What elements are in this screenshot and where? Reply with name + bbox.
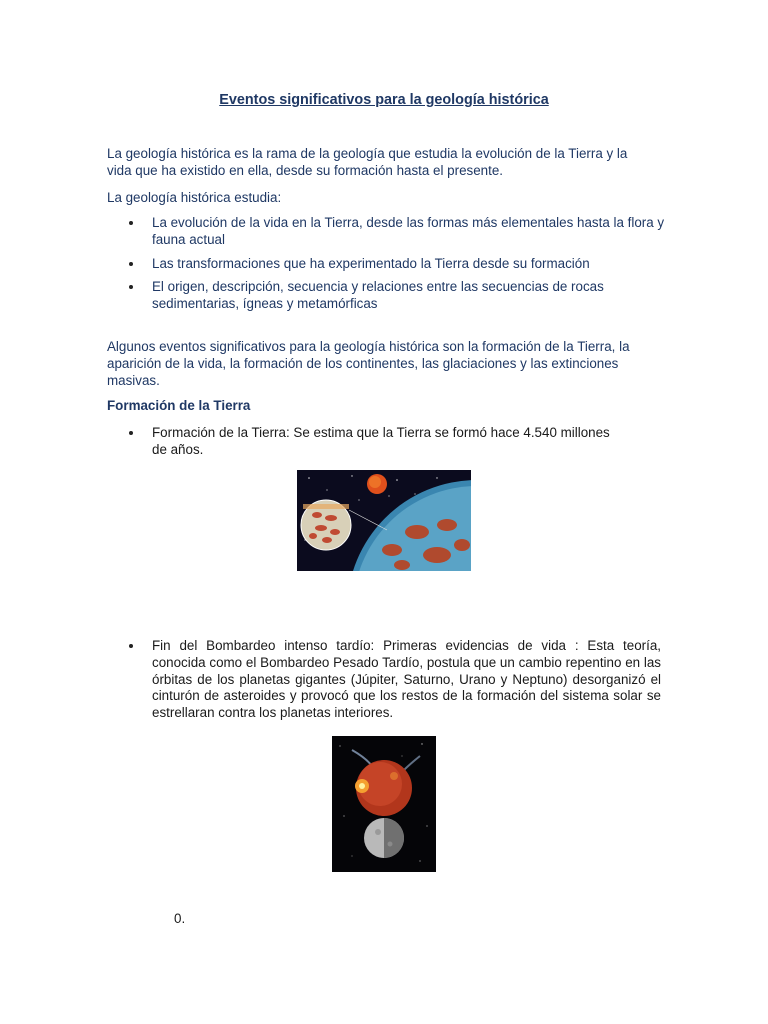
list-item: Formación de la Tierra: Se estima que la Tierra se formó hace 4.540 millones de años.	[107, 425, 622, 459]
bombardment-image	[332, 736, 436, 872]
list-item: El origen, descripción, secuencia y relaciones entre las secuencias de rocas sedimentarias, ígneas y metamórficas	[107, 279, 667, 313]
studies-label: La geología histórica estudia:	[107, 190, 282, 205]
earth-formation-image	[297, 470, 471, 571]
list-number: 0.	[174, 911, 186, 926]
list-item: Las transformaciones que ha experimentado la Tierra desde su formación	[107, 256, 667, 273]
section-heading: Formación de la Tierra	[107, 398, 251, 413]
intro-paragraph: La geología histórica es la rama de la geología que estudia la evolución de la Tierra y la vida que ha existido en ella, desde su formación hasta el presente.	[107, 146, 628, 178]
events-paragraph: Algunos eventos significativos para la geología histórica son la formación de la Tierra, la aparición de la vida, la formación de los continentes, las glaciaciones y las extinciones masivas.	[107, 339, 630, 388]
list-item: Fin del Bombardeo intenso tardío: Primeras evidencias de vida : Esta teoría, conocida como el Bombardeo Pesado Tardío, postula que un cambio repentino en las órbitas de los planetas gigantes (Júpiter, Saturno, Urano y Neptuno) desorganizó el cinturón de asteroides y provocó que los restos de la formación del sistema solar se estrellaran contra los planetas interiores.	[107, 638, 661, 722]
page-title: Eventos significativos para la geología histórica	[219, 92, 549, 108]
list-item: La evolución de la vida en la Tierra, desde las formas más elementales hasta la flora y fauna actual	[107, 215, 667, 249]
formation-list	[107, 425, 667, 466]
bombardment-list	[107, 638, 667, 729]
studies-list	[107, 215, 667, 320]
